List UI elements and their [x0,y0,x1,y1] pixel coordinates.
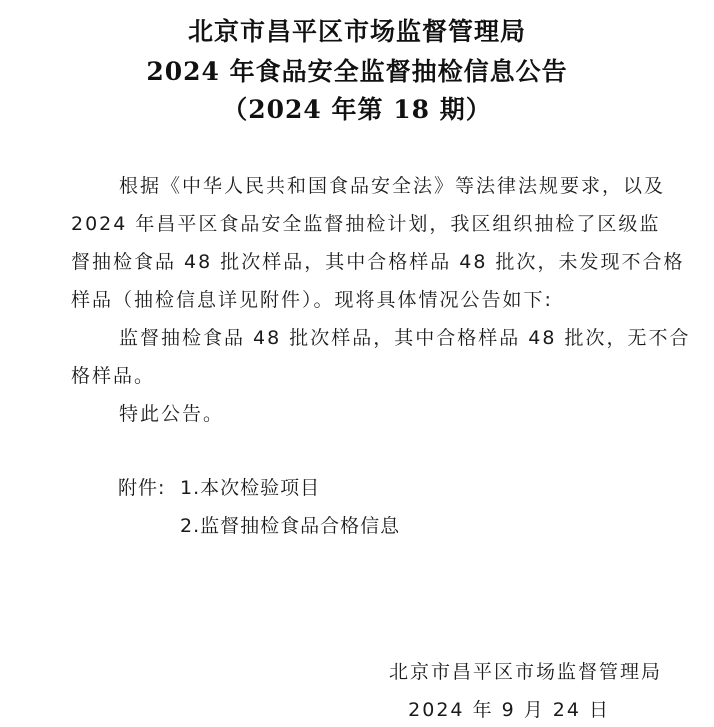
issuer-title: 北京市昌平区市场监督管理局 [187,17,526,46]
body-line: 格样品。 [71,365,156,387]
attachment-item: 1.本次检验项目 [180,477,321,499]
signature-org: 北京市昌平区市场监督管理局 [388,661,662,683]
issue-number: （2024 年第 18 期） [222,95,492,124]
body-line: 督抽检食品 48 批次样品，其中合格样品 48 批次，未发现不合格 [71,251,685,273]
attachment-item: 2.监督抽检食品合格信息 [180,515,401,537]
body-line: 根据《中华人民共和国食品安全法》等法律法规要求，以及 [119,175,666,197]
body-line: 样品（抽检信息详见附件）。现将具体情况公告如下: [71,289,553,311]
closing-line: 特此公告。 [119,403,225,425]
signature-date: 2024 年 9 月 24 日 [408,699,610,721]
announcement-title: 2024 年食品安全监督抽检信息公告 [146,57,568,86]
body-line: 2024 年昌平区食品安全监督抽检计划，我区组织抽检了区级监 [71,213,661,235]
attachment-label: 附件: [118,477,166,499]
body-line: 监督抽检食品 48 批次样品，其中合格样品 48 批次，无不合 [119,327,691,349]
